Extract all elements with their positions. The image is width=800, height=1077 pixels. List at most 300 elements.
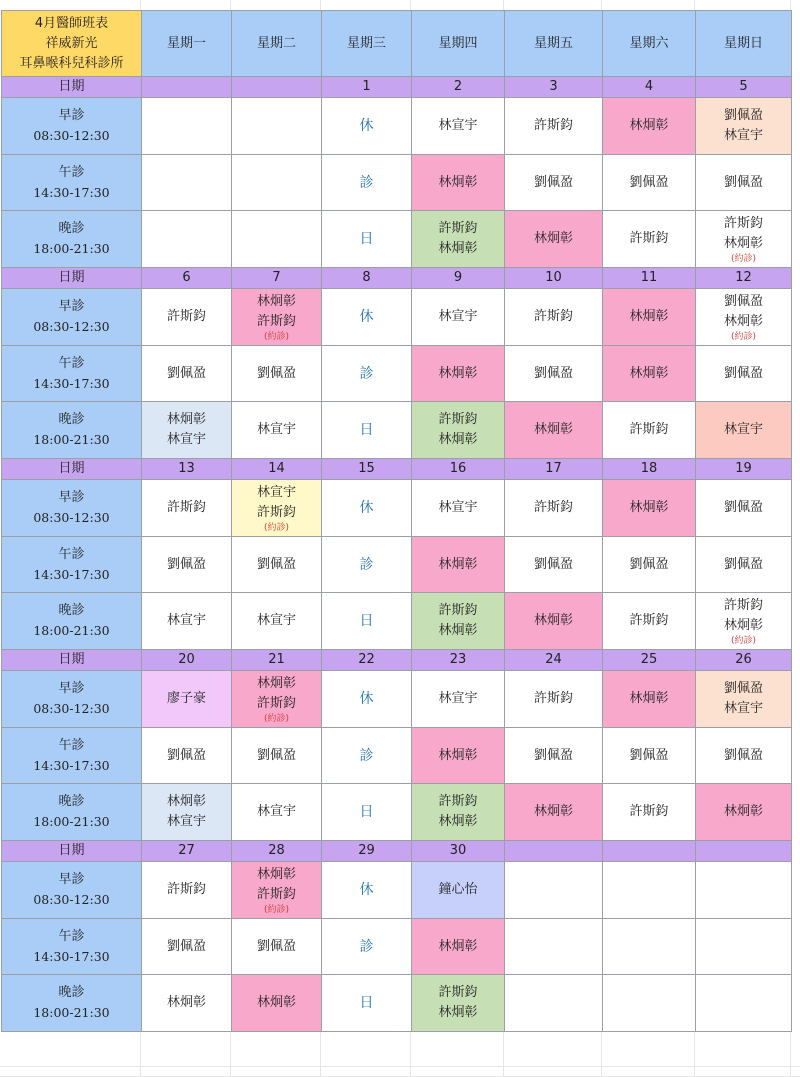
- closed-label: 日: [359, 422, 374, 438]
- schedule-cell[interactable]: [142, 728, 232, 784]
- schedule-cell[interactable]: [696, 975, 792, 1032]
- closed-label: 休: [359, 118, 374, 134]
- date-cell[interactable]: 17: [505, 459, 603, 480]
- date-row: [2, 841, 792, 862]
- appointment-note: (約診): [730, 253, 757, 264]
- schedule-cell[interactable]: [232, 155, 322, 211]
- schedule-cell[interactable]: [603, 346, 696, 402]
- date-cell[interactable]: 3: [505, 77, 603, 98]
- doctor-name: 劉佩盈: [723, 365, 763, 381]
- date-cell[interactable]: [232, 77, 322, 98]
- schedule-cell[interactable]: [603, 211, 696, 268]
- schedule-cell[interactable]: [505, 289, 603, 346]
- date-cell[interactable]: 19: [696, 459, 792, 480]
- shift-row: [2, 593, 792, 650]
- shift-label[interactable]: [2, 671, 142, 728]
- closed-day-cell[interactable]: [322, 919, 412, 975]
- schedule-cell[interactable]: [696, 784, 792, 841]
- schedule-cell[interactable]: [696, 155, 792, 211]
- shift-label[interactable]: [2, 862, 142, 919]
- shift-name: 早診: [58, 681, 85, 696]
- schedule-cell[interactable]: [232, 98, 322, 155]
- schedule-cell[interactable]: [232, 728, 322, 784]
- date-cell[interactable]: 7: [232, 268, 322, 289]
- weekday-header[interactable]: 星期二: [232, 11, 322, 77]
- schedule-cell[interactable]: [232, 862, 322, 919]
- weekday-header[interactable]: 星期六: [603, 11, 696, 77]
- schedule-cell[interactable]: [412, 289, 505, 346]
- schedule-cell[interactable]: [603, 784, 696, 841]
- doctor-name: 林炯彰: [438, 938, 478, 954]
- schedule-cell[interactable]: [412, 211, 505, 268]
- doctor-name: 林炯彰: [438, 241, 478, 256]
- schedule-cell[interactable]: [232, 671, 322, 728]
- schedule-cell[interactable]: [505, 671, 603, 728]
- doctor-name: 林炯彰: [629, 118, 669, 133]
- schedule-cell[interactable]: [505, 862, 603, 919]
- schedule-cell[interactable]: [603, 593, 696, 650]
- shift-row: [2, 289, 792, 346]
- shift-name: 早診: [58, 108, 85, 123]
- schedule-cell[interactable]: [412, 155, 505, 211]
- doctor-name: 林炯彰: [166, 794, 206, 809]
- schedule-cell[interactable]: [696, 919, 792, 975]
- closed-label: 日: [359, 613, 374, 629]
- date-cell[interactable]: 28: [232, 841, 322, 862]
- doctor-name: 許斯鈞: [438, 412, 478, 427]
- doctor-name: 林炯彰: [723, 617, 763, 633]
- shift-label[interactable]: [2, 480, 142, 537]
- schedule-cell[interactable]: [232, 289, 322, 346]
- closed-day-cell[interactable]: [322, 289, 412, 346]
- doctor-name: 劉佩盈: [533, 556, 573, 572]
- shift-label[interactable]: [2, 784, 142, 841]
- shift-time: 08:30-12:30: [33, 701, 110, 716]
- schedule-cell[interactable]: [232, 211, 322, 268]
- doctor-name: 許斯鈞: [629, 422, 669, 437]
- schedule-cell[interactable]: [696, 98, 792, 155]
- date-cell[interactable]: 5: [696, 77, 792, 98]
- closed-day-cell[interactable]: [322, 155, 412, 211]
- doctor-name: 林炯彰: [533, 422, 573, 437]
- closed-day-cell[interactable]: [322, 671, 412, 728]
- shift-name: 晚診: [58, 985, 85, 1000]
- date-cell[interactable]: 22: [322, 650, 412, 671]
- doctor-name: 許斯鈞: [166, 882, 206, 897]
- schedule-cell[interactable]: [505, 98, 603, 155]
- schedule-cell[interactable]: [412, 728, 505, 784]
- date-cell[interactable]: 27: [142, 841, 232, 862]
- closed-label: 診: [359, 174, 374, 191]
- date-cell[interactable]: 13: [142, 459, 232, 480]
- closed-label: 診: [359, 556, 374, 573]
- shift-name: 晚診: [58, 221, 85, 236]
- doctor-name: 林炯彰: [256, 866, 296, 882]
- schedule-cell[interactable]: [505, 155, 603, 211]
- schedule-cell[interactable]: [696, 671, 792, 728]
- doctor-name: 許斯鈞: [256, 695, 296, 711]
- shift-label[interactable]: [2, 975, 142, 1032]
- shift-label[interactable]: [2, 289, 142, 346]
- schedule-cell[interactable]: [696, 728, 792, 784]
- schedule-cell[interactable]: [696, 593, 792, 650]
- doctor-name: 許斯鈞: [438, 985, 478, 1000]
- shift-time: 14:30-17:30: [33, 566, 110, 582]
- doctor-name: 劉佩盈: [166, 365, 206, 381]
- closed-label: 日: [359, 231, 374, 247]
- doctor-name: 林炯彰: [166, 412, 206, 427]
- schedule-cell[interactable]: [505, 919, 603, 975]
- shift-time: 14:30-17:30: [33, 375, 110, 391]
- closed-day-cell[interactable]: [322, 593, 412, 650]
- closed-label: 休: [359, 691, 374, 707]
- doctor-name: 劉佩盈: [256, 938, 296, 954]
- doctor-name: 許斯鈞: [166, 309, 206, 324]
- schedule-cell[interactable]: [603, 975, 696, 1032]
- shift-row: [2, 211, 792, 268]
- doctor-name: 林宣宇: [256, 613, 296, 628]
- shift-label[interactable]: [2, 346, 142, 402]
- schedule-cell[interactable]: [232, 919, 322, 975]
- shift-label[interactable]: [2, 919, 142, 975]
- doctor-name: 劉佩盈: [533, 174, 573, 190]
- doctor-name: 許斯鈞: [166, 500, 206, 515]
- shift-label[interactable]: [2, 537, 142, 593]
- shift-time: 18:00-21:30: [33, 1005, 110, 1020]
- doctor-name: 林宣宇: [723, 422, 763, 437]
- closed-day-cell[interactable]: [322, 98, 412, 155]
- shift-name: 早診: [58, 872, 85, 887]
- weekday-header[interactable]: 星期五: [505, 11, 603, 77]
- doctor-name: 林炯彰: [629, 691, 669, 706]
- date-cell[interactable]: [603, 841, 696, 862]
- date-cell[interactable]: [505, 841, 603, 862]
- appointment-note: (約診): [263, 331, 290, 342]
- weekday-header[interactable]: 星期三: [322, 11, 412, 77]
- schedule-cell[interactable]: [412, 480, 505, 537]
- date-cell[interactable]: 2: [412, 77, 505, 98]
- schedule-cell[interactable]: [142, 155, 232, 211]
- schedule-cell[interactable]: [505, 346, 603, 402]
- date-cell[interactable]: 21: [232, 650, 322, 671]
- doctor-name: 許斯鈞: [723, 597, 763, 613]
- schedule-cell[interactable]: [412, 784, 505, 841]
- doctor-name: 許斯鈞: [533, 118, 573, 133]
- schedule-cell[interactable]: [603, 480, 696, 537]
- doctor-name: 許斯鈞: [629, 613, 669, 628]
- shift-label[interactable]: [2, 728, 142, 784]
- weekday-header[interactable]: 星期四: [412, 11, 505, 77]
- doctor-name: 林炯彰: [723, 235, 763, 251]
- shift-row: [2, 862, 792, 919]
- date-cell[interactable]: 12: [696, 268, 792, 289]
- closed-day-cell[interactable]: [322, 862, 412, 919]
- date-cell[interactable]: 25: [603, 650, 696, 671]
- date-cell[interactable]: 30: [412, 841, 505, 862]
- schedule-cell[interactable]: [603, 919, 696, 975]
- date-label[interactable]: 日期: [2, 650, 142, 671]
- weekday-header[interactable]: 星期日: [696, 11, 792, 77]
- date-row: [2, 268, 792, 289]
- schedule-cell[interactable]: [696, 211, 792, 268]
- schedule-cell[interactable]: [603, 728, 696, 784]
- doctor-name: 許斯鈞: [438, 794, 478, 809]
- doctor-name: 林炯彰: [723, 313, 763, 329]
- doctor-name: 劉佩盈: [533, 365, 573, 381]
- schedule-cell[interactable]: [142, 346, 232, 402]
- schedule-cell[interactable]: [142, 862, 232, 919]
- date-label[interactable]: 日期: [2, 77, 142, 98]
- schedule-cell[interactable]: [412, 671, 505, 728]
- schedule-cell[interactable]: [696, 346, 792, 402]
- appointment-note: (約診): [263, 904, 290, 915]
- doctor-name: 許斯鈞: [256, 504, 296, 520]
- date-cell[interactable]: 14: [232, 459, 322, 480]
- shift-name: 午診: [58, 546, 85, 562]
- schedule-cell[interactable]: [505, 211, 603, 268]
- shift-name: 早診: [58, 299, 85, 314]
- shift-row: [2, 480, 792, 537]
- doctor-name: 林炯彰: [166, 995, 206, 1010]
- shift-row: [2, 346, 792, 402]
- doctor-name: 劉佩盈: [723, 108, 763, 123]
- schedule-cell[interactable]: [142, 975, 232, 1032]
- schedule-cell[interactable]: [505, 975, 603, 1032]
- schedule-cell[interactable]: [142, 402, 232, 459]
- schedule-cell[interactable]: [232, 402, 322, 459]
- doctor-name: 林宣宇: [256, 484, 296, 500]
- closed-label: 休: [359, 309, 374, 325]
- schedule-cell[interactable]: [142, 289, 232, 346]
- closed-label: 診: [359, 747, 374, 764]
- shift-name: 晚診: [58, 603, 85, 618]
- shift-label[interactable]: [2, 402, 142, 459]
- date-label[interactable]: 日期: [2, 459, 142, 480]
- doctor-name: 劉佩盈: [723, 174, 763, 190]
- date-cell[interactable]: 24: [505, 650, 603, 671]
- doctor-name: 林炯彰: [438, 432, 478, 447]
- doctor-name: 許斯鈞: [629, 231, 669, 246]
- doctor-name: 林宣宇: [723, 701, 763, 716]
- schedule-cell[interactable]: [142, 671, 232, 728]
- date-row: [2, 459, 792, 480]
- schedule-cell[interactable]: [505, 784, 603, 841]
- doctor-name: 林宣宇: [166, 814, 206, 829]
- date-cell[interactable]: 8: [322, 268, 412, 289]
- date-cell[interactable]: 11: [603, 268, 696, 289]
- shift-label[interactable]: [2, 155, 142, 211]
- schedule-cell[interactable]: [142, 537, 232, 593]
- shift-time: 08:30-12:30: [33, 892, 110, 907]
- closed-day-cell[interactable]: [322, 480, 412, 537]
- schedule-cell[interactable]: [412, 919, 505, 975]
- doctor-name: 劉佩盈: [629, 747, 669, 763]
- schedule-title[interactable]: [2, 11, 142, 77]
- schedule-cell[interactable]: [232, 593, 322, 650]
- schedule-cell[interactable]: [505, 480, 603, 537]
- closed-day-cell[interactable]: [322, 537, 412, 593]
- schedule-cell[interactable]: [142, 211, 232, 268]
- schedule-cell[interactable]: [142, 480, 232, 537]
- closed-day-cell[interactable]: [322, 784, 412, 841]
- schedule-cell[interactable]: [505, 593, 603, 650]
- date-cell[interactable]: 1: [322, 77, 412, 98]
- doctor-name: 許斯鈞: [256, 313, 296, 329]
- doctor-name: 林炯彰: [256, 675, 296, 691]
- date-cell[interactable]: [696, 841, 792, 862]
- schedule-cell[interactable]: [142, 593, 232, 650]
- shift-time: 08:30-12:30: [33, 128, 110, 143]
- closed-label: 日: [359, 995, 374, 1011]
- title-line: 耳鼻喉科兒科診所: [19, 55, 124, 71]
- doctor-name: 劉佩盈: [723, 556, 763, 572]
- date-cell[interactable]: [142, 77, 232, 98]
- shift-label[interactable]: [2, 211, 142, 268]
- doctor-name: 林宣宇: [166, 432, 206, 447]
- schedule-cell[interactable]: [232, 480, 322, 537]
- closed-label: 診: [359, 938, 374, 955]
- doctor-name: 劉佩盈: [629, 174, 669, 190]
- doctor-name: 林宣宇: [723, 128, 763, 143]
- schedule-cell[interactable]: [505, 728, 603, 784]
- schedule-cell[interactable]: [696, 480, 792, 537]
- doctor-name: 許斯鈞: [629, 804, 669, 819]
- shift-row: [2, 728, 792, 784]
- doctor-name: 林炯彰: [256, 293, 296, 309]
- doctor-name: 劉佩盈: [256, 365, 296, 381]
- doctor-name: 劉佩盈: [723, 293, 763, 309]
- schedule-cell[interactable]: [412, 402, 505, 459]
- schedule-cell[interactable]: [412, 346, 505, 402]
- doctor-name: 劉佩盈: [629, 556, 669, 572]
- closed-label: 休: [359, 500, 374, 516]
- closed-label: 休: [359, 882, 374, 898]
- schedule-cell[interactable]: [232, 784, 322, 841]
- shift-name: 午診: [58, 164, 85, 180]
- shift-name: 午診: [58, 355, 85, 371]
- shift-row: [2, 784, 792, 841]
- schedule-cell[interactable]: [412, 975, 505, 1032]
- doctor-schedule-table: [1, 10, 792, 1032]
- date-row: [2, 77, 792, 98]
- doctor-name: 林宣宇: [438, 309, 478, 324]
- date-cell[interactable]: 23: [412, 650, 505, 671]
- shift-row: [2, 975, 792, 1032]
- doctor-name: 林炯彰: [438, 623, 478, 638]
- shift-row: [2, 919, 792, 975]
- schedule-cell[interactable]: [142, 919, 232, 975]
- date-cell[interactable]: 4: [603, 77, 696, 98]
- doctor-name: 林炯彰: [629, 309, 669, 324]
- shift-time: 18:00-21:30: [33, 241, 110, 256]
- doctor-name: 林炯彰: [438, 556, 478, 572]
- date-cell[interactable]: 26: [696, 650, 792, 671]
- shift-row: [2, 402, 792, 459]
- shift-row: [2, 98, 792, 155]
- doctor-name: 許斯鈞: [533, 500, 573, 515]
- schedule-cell[interactable]: [603, 537, 696, 593]
- schedule-cell[interactable]: [603, 862, 696, 919]
- shift-time: 08:30-12:30: [33, 319, 110, 334]
- schedule-cell[interactable]: [232, 346, 322, 402]
- shift-time: 14:30-17:30: [33, 757, 110, 773]
- schedule-cell[interactable]: [603, 289, 696, 346]
- shift-label[interactable]: [2, 98, 142, 155]
- schedule-cell[interactable]: [696, 289, 792, 346]
- schedule-cell[interactable]: [696, 862, 792, 919]
- schedule-cell[interactable]: [412, 593, 505, 650]
- schedule-cell[interactable]: [412, 537, 505, 593]
- doctor-name: 林宣宇: [256, 804, 296, 819]
- schedule-cell[interactable]: [505, 537, 603, 593]
- doctor-name: 林炯彰: [629, 500, 669, 515]
- date-cell[interactable]: 16: [412, 459, 505, 480]
- schedule-cell[interactable]: [696, 537, 792, 593]
- schedule-cell[interactable]: [142, 784, 232, 841]
- closed-day-cell[interactable]: [322, 728, 412, 784]
- shift-row: [2, 537, 792, 593]
- schedule-cell[interactable]: [603, 671, 696, 728]
- doctor-name: 林宣宇: [438, 500, 478, 515]
- doctor-name: 許斯鈞: [438, 221, 478, 236]
- schedule-cell[interactable]: [232, 975, 322, 1032]
- doctor-name: 劉佩盈: [533, 747, 573, 763]
- appointment-note: (約診): [263, 713, 290, 724]
- closed-day-cell[interactable]: [322, 975, 412, 1032]
- schedule-cell[interactable]: [603, 155, 696, 211]
- shift-label[interactable]: [2, 593, 142, 650]
- schedule-cell[interactable]: [412, 862, 505, 919]
- date-label[interactable]: 日期: [2, 841, 142, 862]
- gridline: [0, 1066, 800, 1067]
- doctor-name: 許斯鈞: [723, 215, 763, 231]
- weekday-header[interactable]: 星期一: [142, 11, 232, 77]
- schedule-cell[interactable]: [505, 402, 603, 459]
- doctor-name: 林宣宇: [438, 691, 478, 706]
- title-line: 祥威新光: [45, 35, 98, 51]
- date-cell[interactable]: 9: [412, 268, 505, 289]
- date-row: [2, 650, 792, 671]
- date-cell[interactable]: 29: [322, 841, 412, 862]
- closed-day-cell[interactable]: [322, 211, 412, 268]
- shift-time: 08:30-12:30: [33, 510, 110, 525]
- shift-row: [2, 671, 792, 728]
- date-cell[interactable]: 10: [505, 268, 603, 289]
- date-cell[interactable]: 15: [322, 459, 412, 480]
- date-cell[interactable]: 18: [603, 459, 696, 480]
- schedule-cell[interactable]: [696, 402, 792, 459]
- doctor-name: 林炯彰: [723, 804, 763, 819]
- doctor-name: 林炯彰: [256, 995, 296, 1010]
- schedule-cell[interactable]: [603, 402, 696, 459]
- schedule-cell[interactable]: [232, 537, 322, 593]
- appointment-note: (約診): [730, 331, 757, 342]
- closed-day-cell[interactable]: [322, 346, 412, 402]
- doctor-name: 林炯彰: [533, 231, 573, 246]
- date-cell[interactable]: 6: [142, 268, 232, 289]
- appointment-note: (約診): [263, 522, 290, 533]
- doctor-name: 許斯鈞: [533, 309, 573, 324]
- schedule-cell[interactable]: [603, 98, 696, 155]
- schedule-cell[interactable]: [142, 98, 232, 155]
- date-cell[interactable]: 20: [142, 650, 232, 671]
- schedule-cell[interactable]: [412, 98, 505, 155]
- doctor-name: 林炯彰: [629, 365, 669, 381]
- date-label[interactable]: 日期: [2, 268, 142, 289]
- shift-name: 早診: [58, 490, 85, 505]
- doctor-name: 劉佩盈: [256, 747, 296, 763]
- closed-day-cell[interactable]: [322, 402, 412, 459]
